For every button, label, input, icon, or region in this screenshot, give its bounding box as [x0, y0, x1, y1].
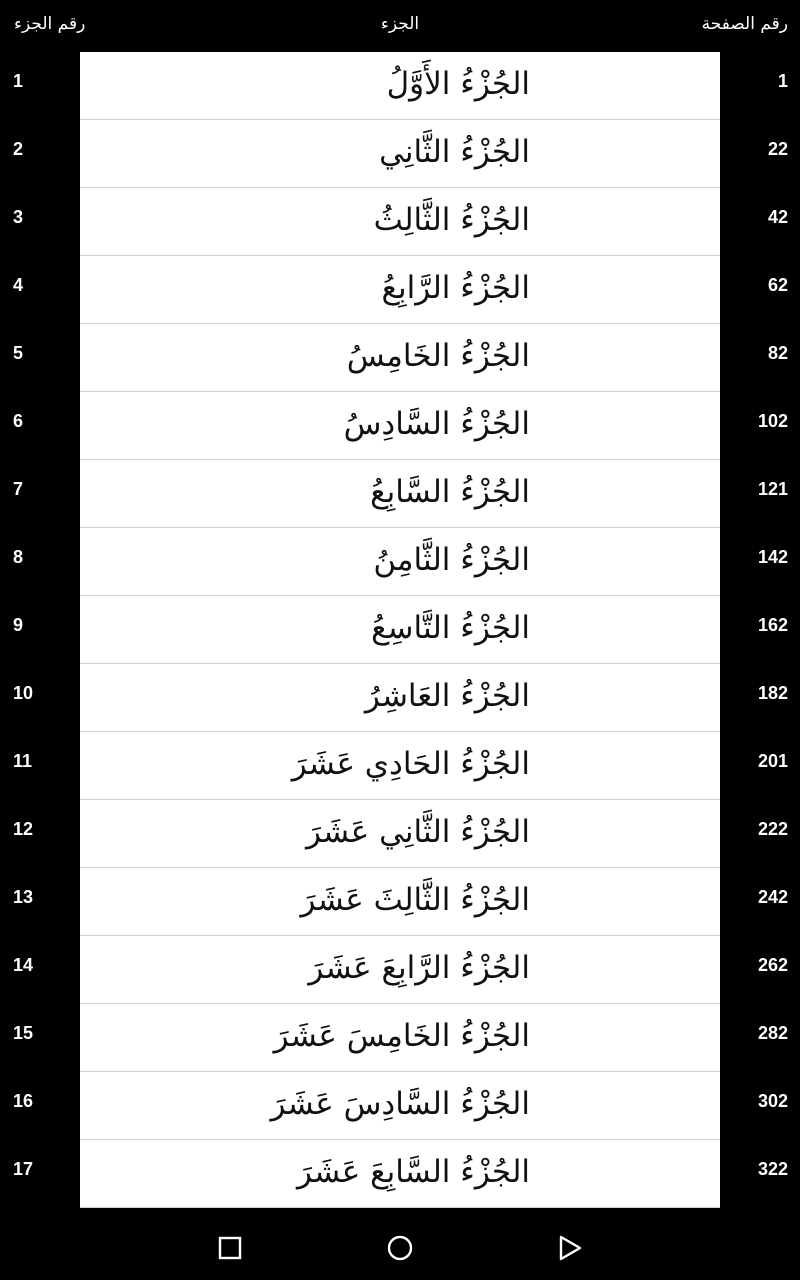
juz-name: الجُزْءُ السَّابِعُ — [370, 474, 530, 510]
juz-row[interactable] — [0, 324, 800, 392]
juz-name-cell[interactable] — [80, 664, 720, 732]
juz-row[interactable] — [0, 528, 800, 596]
juz-page-number: 102 — [757, 411, 788, 431]
juz-name: الجُزْءُ الثَّانِي عَشَرَ — [305, 814, 530, 850]
juz-number: 11 — [13, 751, 33, 771]
juz-row[interactable] — [0, 1140, 800, 1208]
juz-page-number: 82 — [767, 343, 788, 363]
juz-row[interactable] — [0, 596, 800, 664]
juz-row[interactable] — [0, 188, 800, 256]
juz-name-cell[interactable] — [80, 52, 720, 120]
juz-name: الجُزْءُ العَاشِرُ — [364, 678, 530, 714]
juz-name-cell[interactable] — [80, 120, 720, 188]
juz-page-number: 62 — [767, 275, 788, 295]
juz-page-number: 121 — [757, 479, 788, 499]
juz-name-cell[interactable] — [80, 1004, 720, 1072]
juz-row[interactable] — [0, 120, 800, 188]
juz-page-number: 242 — [757, 887, 788, 907]
juz-name-cell[interactable] — [80, 936, 720, 1004]
juz-name: الجُزْءُ التَّاسِعُ — [371, 610, 530, 646]
juz-name: الجُزْءُ الخَامِسُ — [346, 338, 530, 374]
juz-page-number: 322 — [757, 1159, 788, 1179]
juz-number: 14 — [13, 955, 34, 975]
juz-number: 9 — [13, 615, 24, 635]
table-header — [0, 0, 800, 52]
juz-number: 12 — [13, 819, 34, 839]
juz-name: الجُزْءُ السَّادِسَ عَشَرَ — [270, 1086, 530, 1122]
juz-name-cell[interactable] — [80, 596, 720, 664]
juz-row[interactable] — [0, 868, 800, 936]
juz-name-cell[interactable] — [80, 188, 720, 256]
juz-number: 17 — [13, 1159, 34, 1179]
juz-name: الجُزْءُ الثَّالِثَ عَشَرَ — [300, 882, 530, 918]
recents-button[interactable] — [210, 1228, 250, 1268]
juz-row[interactable] — [0, 460, 800, 528]
juz-name-cell[interactable] — [80, 528, 720, 596]
juz-name: الجُزْءُ الرَّابِعَ عَشَرَ — [308, 950, 530, 986]
juz-page-number: 142 — [757, 547, 788, 567]
juz-page-number: 302 — [757, 1091, 788, 1111]
juz-number: 3 — [13, 207, 24, 227]
juz-row[interactable] — [0, 936, 800, 1004]
juz-name: الجُزْءُ السَّابِعَ عَشَرَ — [297, 1154, 530, 1190]
juz-row[interactable] — [0, 256, 800, 324]
juz-name-cell[interactable] — [80, 460, 720, 528]
juz-name-cell[interactable] — [80, 392, 720, 460]
square-icon — [218, 1236, 242, 1260]
juz-number: 7 — [13, 479, 24, 499]
juz-number: 4 — [13, 275, 24, 295]
juz-name: الجُزْءُ الثَّانِي — [379, 134, 530, 170]
juz-page-number: 201 — [757, 751, 788, 771]
juz-page-number: 182 — [757, 683, 788, 703]
juz-name-cell[interactable] — [80, 256, 720, 324]
juz-page-number: 22 — [767, 139, 788, 159]
juz-name-cell[interactable] — [80, 868, 720, 936]
juz-page-number: 262 — [757, 955, 788, 975]
juz-page-number: 1 — [777, 71, 788, 91]
juz-row[interactable] — [0, 664, 800, 732]
juz-name: الجُزْءُ الحَادِي عَشَرَ — [291, 746, 530, 782]
juz-number: 6 — [13, 411, 24, 431]
juz-name-cell[interactable] — [80, 732, 720, 800]
back-button[interactable] — [550, 1228, 590, 1268]
juz-name: الجُزْءُ الخَامِسَ عَشَرَ — [273, 1018, 530, 1054]
juz-name: الجُزْءُ الثَّامِنُ — [373, 542, 530, 578]
juz-row[interactable] — [0, 52, 800, 120]
juz-row[interactable] — [0, 1072, 800, 1140]
circle-icon — [386, 1234, 414, 1262]
juz-number: 2 — [13, 139, 24, 159]
juz-name: الجُزْءُ السَّادِسُ — [343, 406, 530, 442]
juz-page-number: 162 — [757, 615, 788, 635]
juz-name-cell[interactable] — [80, 800, 720, 868]
juz-number-column-header: رقم الجزء — [14, 14, 86, 34]
home-button[interactable] — [380, 1228, 420, 1268]
system-navigation-bar — [0, 1216, 800, 1280]
page-number-column-header: رقم الصفحة — [701, 14, 788, 34]
juz-list[interactable] — [0, 52, 800, 1216]
triangle-play-icon — [557, 1235, 583, 1261]
juz-number: 5 — [13, 343, 24, 363]
juz-number: 15 — [13, 1023, 34, 1043]
juz-row[interactable] — [0, 1004, 800, 1072]
juz-name: الجُزْءُ الرَّابِعُ — [381, 270, 530, 306]
juz-name-cell[interactable] — [80, 324, 720, 392]
juz-page-number: 222 — [757, 819, 788, 839]
juz-number: 13 — [13, 887, 34, 907]
juz-row[interactable] — [0, 800, 800, 868]
juz-name-cell[interactable] — [80, 1140, 720, 1208]
juz-number: 16 — [13, 1091, 34, 1111]
juz-row[interactable] — [0, 732, 800, 800]
juz-number: 1 — [13, 71, 24, 91]
juz-row[interactable] — [0, 392, 800, 460]
juz-number: 10 — [13, 683, 34, 703]
juz-number: 8 — [13, 547, 24, 567]
juz-name-cell[interactable] — [80, 1072, 720, 1140]
juz-page-number: 282 — [757, 1023, 788, 1043]
juz-name: الجُزْءُ الثَّالِثُ — [373, 202, 530, 238]
juz-page-number: 42 — [767, 207, 788, 227]
juz-column-header: الجزء — [380, 14, 420, 34]
juz-name: الجُزْءُ الأَوَّلُ — [386, 66, 530, 102]
